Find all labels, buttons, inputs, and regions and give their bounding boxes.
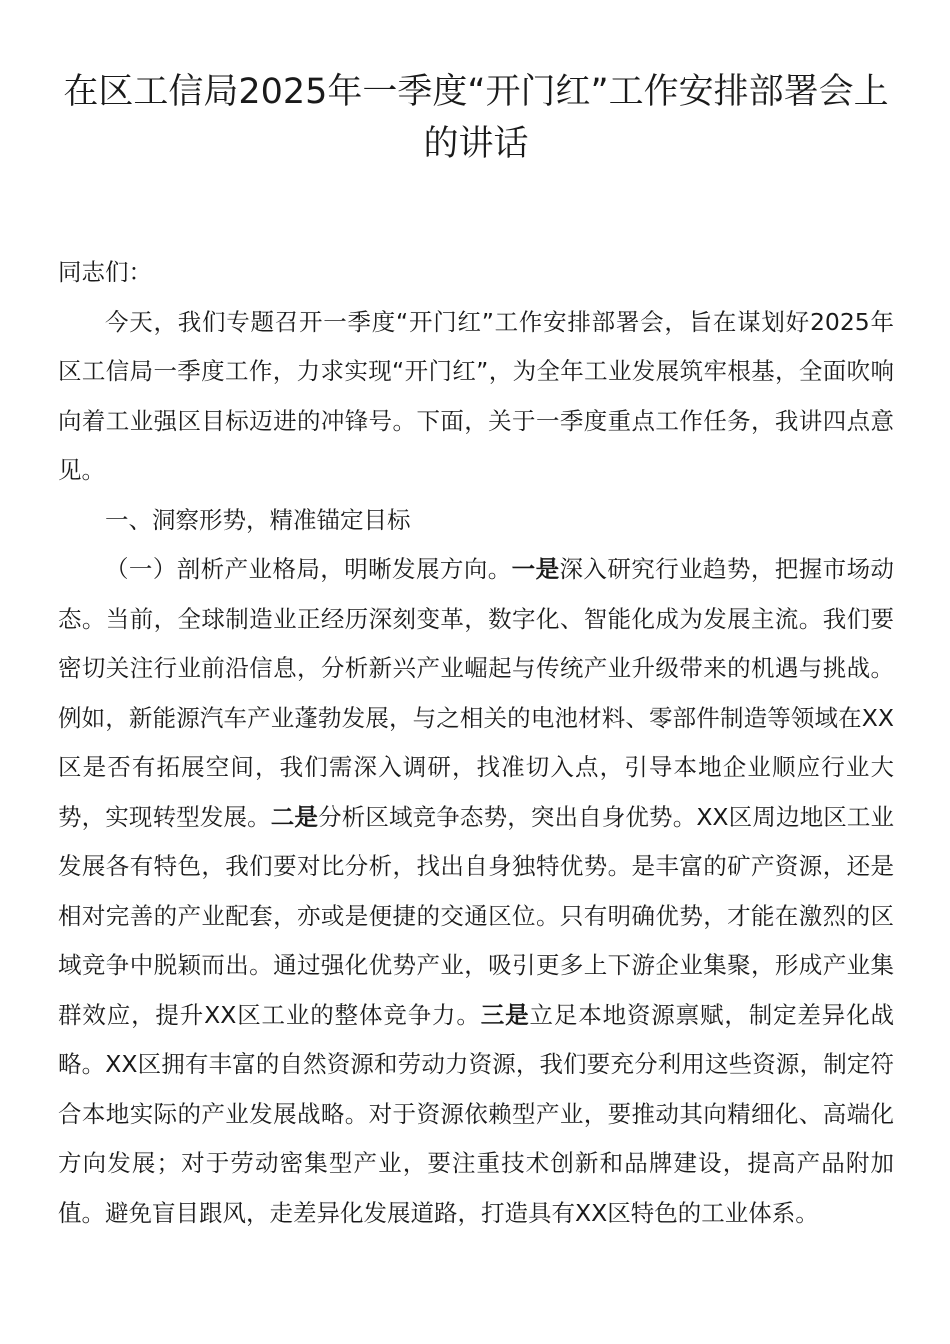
document-body — [58, 248, 894, 1238]
point-marker: 三是 — [480, 1000, 530, 1029]
intro-paragraph: 今天，我们专题召开一季度“开门红”工作安排部署会，旨在谋划好2025年区工信局一季度工作，力求实现“开门红”，为全年工业发展筑牢根基，全面吹响向着工业强区目标迈进的冲锋号。下面，关于一季度重点工作任务，我讲四点意见。 — [58, 307, 894, 484]
document-page — [58, 66, 894, 1238]
salutation: 同志们： — [58, 258, 152, 286]
document-title: 在区工信局2025年一季度“开门红”工作安排部署会上的讲话 — [63, 72, 889, 164]
body-paragraph — [58, 545, 894, 1238]
point-marker: 二是 — [270, 802, 319, 831]
point-marker: 一是 — [511, 555, 560, 583]
point-text: 立足本地资源禀赋，制定差异化战略。XX区拥有丰富的自然资源和劳动力资源，我们要充分利用这些资源，制定符合本地实际的产业发展战略。对于资源依赖型产业，要推动其向精细化、高端化方向发展；对于劳动密集型产业，要注重技术创新和品牌建设，提高产品附加值。避免盲目跟风，走差异化发展道路，打造具有XX区特色的工业体系。 — [58, 1000, 895, 1227]
point-text: 深入研究行业趋势，把握市场动态。当前，全球制造业正经历深刻变革，数字化、智能化成为发展主流。我们要密切关注行业前沿信息，分析新兴产业崛起与传统产业升级带来的机遇与挑战。例如，新能源汽车产业蓬勃发展，与之相关的电池材料、零部件制造等领域在XX区是否有拓展空间，我们需深入调研，找准切入点，引导本地企业顺应行业大势，实现转型发展。 — [58, 555, 894, 831]
point-text: 分析区域竞争态势，突出自身优势。XX区周边地区工业发展各有特色，我们要对比分析，找出自身独特优势。是丰富的矿产资源，还是相对完善的产业配套，亦或是便捷的交通区位。只有明确优势，才能在激烈的区域竞争中脱颖而出。通过强化优势产业，吸引更多上下游企业集聚，形成产业集群效应，提升XX区工业的整体竞争力。 — [58, 802, 895, 1029]
subsection-heading: （一）剖析产业格局，明晰发展方向。 — [105, 555, 512, 583]
section-heading: 一、洞察形势，精准锚定目标 — [105, 505, 411, 534]
